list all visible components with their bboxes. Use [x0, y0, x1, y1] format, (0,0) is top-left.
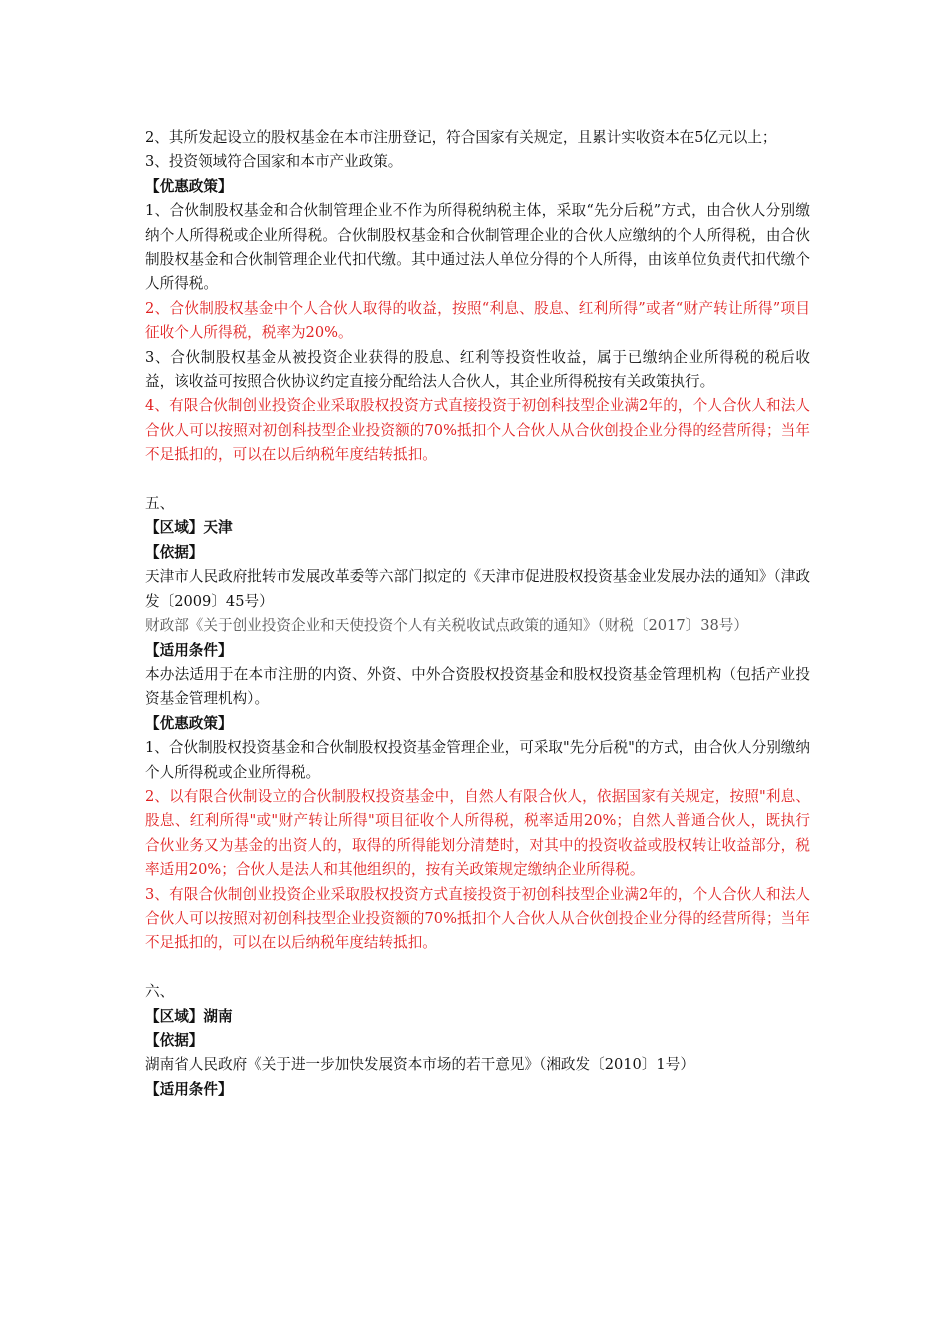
s6-basis-heading: 【依据】 [145, 1032, 204, 1049]
s6-region: 【区域】湖南 [145, 1007, 233, 1025]
s5-basis-1: 天津市人民政府批转市发展改革委等六部门拟定的《天津市促进股权投资基金业发展办法的通知》（津政发〔2009〕45号） [145, 568, 810, 610]
s5-policy-2: 2、以有限合伙制设立的合伙制股权投资基金中，自然人有限合伙人，依据国家有关规定，按照"利息、股息、红利所得"或"财产转让所得"项目征收个人所得税，税率适用20%；自然人普通合伙人，既执行合伙业务又为基金的出资人的，取得的所得能划分清楚时，对其中的投资收益或股权转让收益部分，税率适用20%；合伙人是法人和其他组织的，按有关政策规定缴纳企业所得税。 [145, 787, 810, 879]
s5-number: 五、 [145, 495, 175, 513]
s5-basis-2: 财政部《关于创业投资企业和天使投资个人有关税收试点政策的通知》（财税〔2017〕38号） [145, 617, 748, 635]
s5-policy-1: 1、合伙制股权投资基金和合伙制股权投资基金管理企业，可采取"先分后税"的方式，由合伙人分别缴纳个人所得税或企业所得税。 [145, 739, 810, 781]
s4-condition-2: 2、其所发起设立的股权基金在本市注册登记，符合国家有关规定，且累计实收资本在5亿元以上； [145, 129, 777, 146]
s5-basis-heading: 【依据】 [145, 543, 204, 561]
s5-policy-3: 3、有限合伙制创业投资企业采取股权投资方式直接投资于初创科技型企业满2年的，个人合伙人和法人合伙人可以按照对初创科技型企业投资额的70%抵扣个人合伙人从合伙创投企业分得的经营所得；当年不足抵扣的，可以在以后纳税年度结转抵扣。 [145, 885, 810, 952]
s4-policy-1: 1、合伙制股权基金和合伙制管理企业不作为所得税纳税主体，采取“先分后税”方式，由合伙人分别缴纳个人所得税或企业所得税。合伙制股权基金和合伙制管理企业的合伙人应缴纳的个人所得税，由合伙制股权基金和合伙制管理企业代扣代缴。其中通过法人单位分得的个人所得，由该单位负责代扣代缴个人所得税。 [145, 202, 810, 293]
s6-basis-1: 湖南省人民政府《关于进一步加快发展资本市场的若干意见》（湘政发〔2010〕1号） [145, 1056, 695, 1074]
s6-condition-heading: 【适用条件】 [145, 1080, 233, 1098]
s4-condition-3: 3、投资领域符合国家和本市产业政策。 [145, 153, 403, 171]
s6-number: 六、 [145, 983, 175, 1001]
s4-policy-4: 4、有限合伙制创业投资企业采取股权投资方式直接投资于初创科技型企业满2年的，个人合伙人和法人合伙人可以按照对初创科技型企业投资额的70%抵扣个人合伙人从合伙创投企业分得的经营所得；当年不足抵扣的，可以在以后纳税年度结转抵扣。 [145, 397, 810, 464]
s4-policy-3: 3、合伙制股权基金从被投资企业获得的股息、红利等投资性收益，属于已缴纳企业所得税的税后收益，该收益可按照合伙协议约定直接分配给法人合伙人，其企业所得税按有关政策执行。 [145, 348, 810, 391]
spacer [145, 468, 810, 492]
s5-region: 【区域】天津 [145, 519, 233, 537]
s5-condition-heading: 【适用条件】 [145, 641, 233, 659]
s5-condition: 本办法适用于在本市注册的内资、外资、中外合资股权投资基金和股权投资基金管理机构（包括产业投资基金管理机构）。 [145, 665, 810, 708]
spacer [145, 956, 810, 980]
s4-policy-heading: 【优惠政策】 [145, 177, 233, 195]
s5-policy-heading: 【优惠政策】 [145, 714, 233, 732]
document-page [145, 126, 810, 1102]
s4-policy-2: 2、合伙制股权基金中个人合伙人取得的收益，按照“利息、股息、红利所得”或者“财产转让所得”项目征收个人所得税，税率为20%。 [145, 299, 810, 342]
